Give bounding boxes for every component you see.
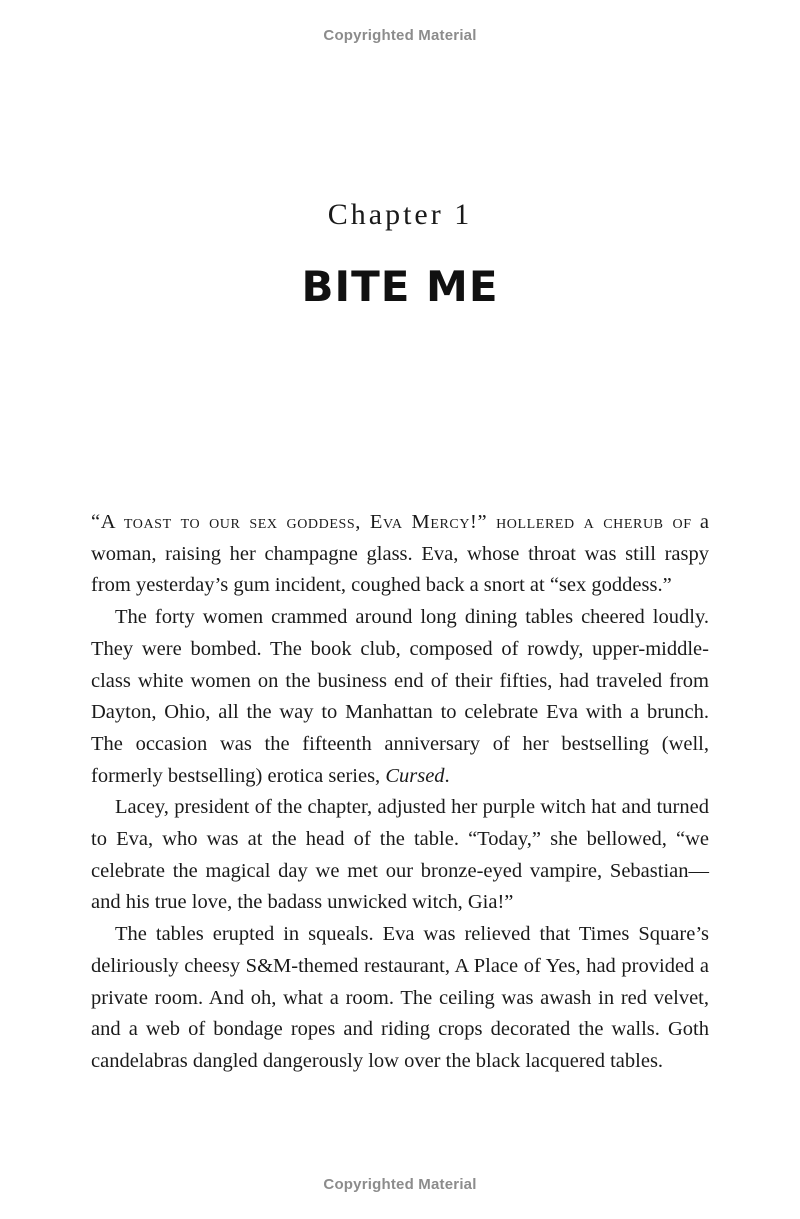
chapter-title: BITE ME xyxy=(301,262,499,311)
copyright-watermark-top: Copyrighted Material xyxy=(323,27,477,44)
opening-small-caps: “A toast to our sex goddess, Eva Mercy!” hollered a cherub of xyxy=(91,511,692,533)
paragraph-2-end: . xyxy=(444,764,450,787)
paragraph-3: Lacey, president of the chapter, adjusted her purple witch hat and turned to Eva, who was at the head of the table. “Today,” she bellowed, “we celebrate the magical day we met our bronze-eyed vampire, Sebastian—and his true love, the badass unwicked witch, Gia!” xyxy=(91,796,709,914)
chapter-number: Chapter 1 xyxy=(327,198,473,231)
paragraph-2 xyxy=(91,602,709,792)
book-title-italic: Cursed xyxy=(385,764,445,787)
paragraph-4: The tables erupted in squeals. Eva was relieved that Times Square’s deliriously cheesy S&M-themed restaurant, A Place of Yes, had provided a private room. And oh, what a room. The ceiling was awash in red velvet, and a web of bondage ropes and riding crops decorated the walls. Goth candelabras dangled dangerously low over the black lacquered tables. xyxy=(91,923,709,1072)
copyright-watermark-bottom: Copyrighted Material xyxy=(323,1176,477,1193)
paragraph-1 xyxy=(91,507,709,602)
paragraph-1-text: a woman, raising her champagne glass. Eva, whose throat was still raspy from yesterday’s gum incident, coughed back a snort at “sex goddess.” xyxy=(91,511,709,597)
paragraph-2-text: The forty women crammed around long dining tables cheered loudly. They were bombed. The book club, composed of rowdy, upper-middle-class white women on the business end of their fifties, had traveled from Dayton, Ohio, all the way to Manhattan to celebrate Eva with a brunch. The occasion was the fifteenth anniversary of her bestselling (well, formerly bestselling) erotica series, xyxy=(91,606,709,787)
chapter-body xyxy=(91,507,709,1078)
